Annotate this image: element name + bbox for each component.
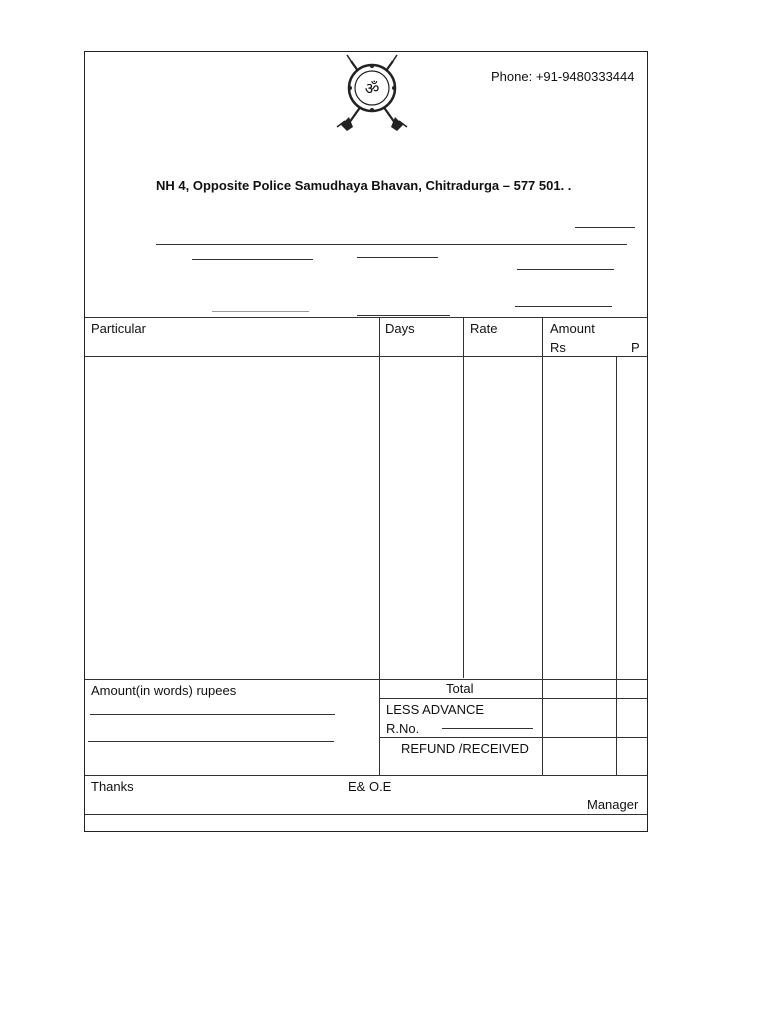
- fill-line: [515, 306, 612, 307]
- fill-line: [575, 227, 635, 228]
- refund-label: REFUND /RECEIVED: [401, 741, 529, 756]
- footer-bottom-border: [85, 814, 647, 815]
- col-divider-days: [379, 317, 380, 775]
- manager-text: Manager: [587, 797, 639, 812]
- less-advance-label: LESS ADVANCE: [386, 702, 485, 717]
- words-line: [90, 714, 335, 715]
- fill-line: [156, 244, 627, 245]
- col-rate-label: Rate: [470, 321, 498, 336]
- col-days-label: Days: [385, 321, 415, 336]
- table-top-border: [85, 317, 647, 318]
- col-particular-label: Particular: [91, 321, 146, 336]
- col-divider-rate: [463, 317, 464, 678]
- footer-top-border: [85, 775, 647, 776]
- amount-words-label: Amount(in words) rupees: [91, 683, 237, 698]
- fill-line: [517, 269, 614, 270]
- rno-label: R.No.: [386, 721, 420, 736]
- words-line: [88, 741, 334, 742]
- table-header-border: [85, 356, 647, 357]
- fill-line: [212, 311, 309, 312]
- om-emblem-icon: [333, 53, 411, 133]
- total-label: Total: [446, 681, 474, 696]
- fill-line: [357, 315, 450, 316]
- thanks-text: Thanks: [91, 779, 134, 794]
- eoe-text: E& O.E: [348, 779, 392, 794]
- col-amount-label: Amount: [550, 321, 595, 336]
- col-divider-paise: [616, 356, 617, 775]
- col-p-label: P: [631, 340, 640, 355]
- totals-top-border: [85, 679, 647, 680]
- fill-line: [357, 257, 438, 258]
- col-divider-amount: [542, 317, 543, 775]
- om-glyph: ॐ: [364, 79, 380, 98]
- bill-form: [84, 51, 648, 832]
- col-rs-label: Rs: [550, 340, 566, 355]
- address-text: NH 4, Opposite Police Samudhaya Bhavan, Chitradurga – 577 501. .: [156, 178, 572, 193]
- phone-text: Phone: +91-9480333444: [491, 69, 635, 84]
- rno-line: [442, 728, 533, 729]
- total-row-border: [379, 698, 647, 699]
- fill-line: [192, 259, 313, 260]
- advance-row-border: [379, 737, 647, 738]
